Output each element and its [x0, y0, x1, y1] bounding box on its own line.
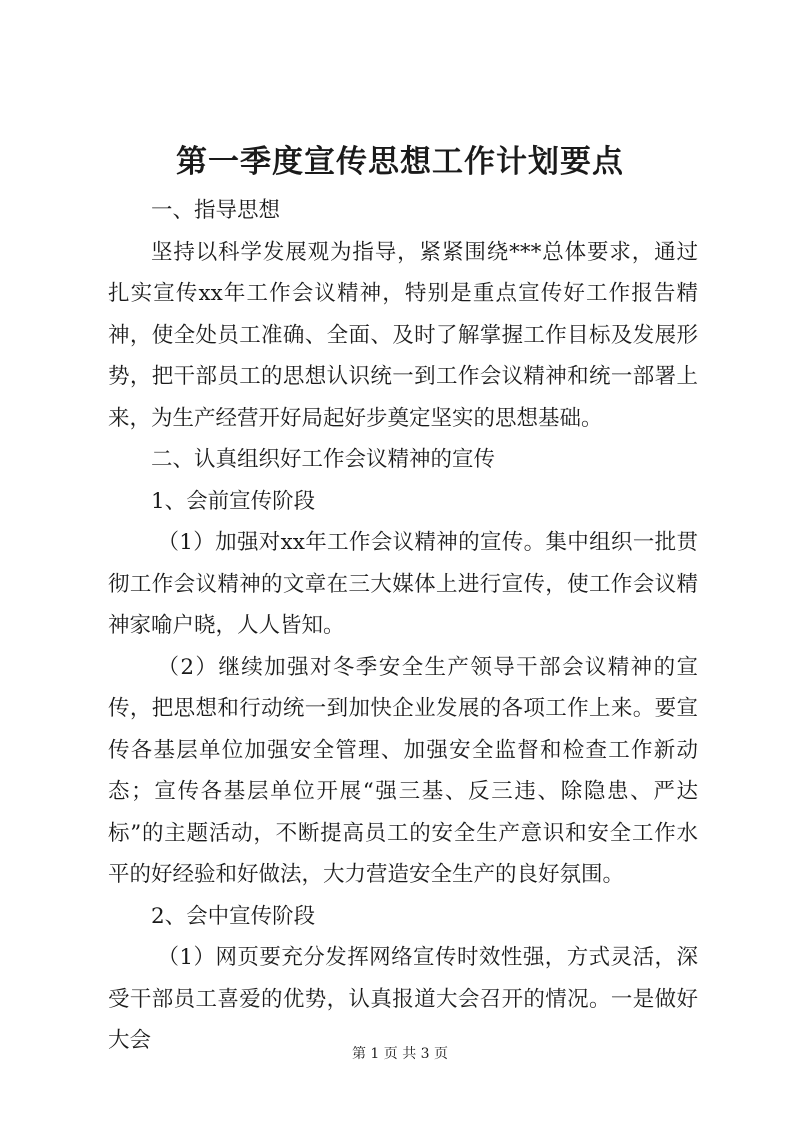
section-heading-guiding-thought: 一、指导思想: [151, 198, 281, 223]
document-title: 第一季度宣传思想工作计划要点: [176, 144, 624, 180]
paragraph-guiding-thought: 坚持以科学发展观为指导，紧紧围绕***总体要求，通过扎实宣传xx年工作会议精神，特别是重点宣传好工作报告精神，使全处员工准确、全面、及时了解掌握工作目标及发展形势，把干部员工的思想认识统一到工作会议精神和统一部署上来，为生产经营开好局起好步奠定坚实的思想基础。: [108, 239, 698, 431]
paragraph-pre-meeting-item-2: （2）继续加强对冬季安全生产领导干部会议精神的宣传，把思想和行动统一到加快企业发展的各项工作上来。要宣传各基层单位加强安全管理、加强安全监督和检查工作新动态；宣传各基层单位开展“强三基、反三违、除隐患、严达标”的主题活动，不断提高员工的安全生产意识和安全工作水平的好经验和好做法，大力营造安全生产的良好氛围。: [108, 654, 698, 887]
paragraph-pre-meeting-item-1: （1）加强对xx年工作会议精神的宣传。集中组织一批贯彻工作会议精神的文章在三大媒体上进行宣传，使工作会议精神家喻户晓，人人皆知。: [108, 530, 698, 638]
document-body: [108, 190, 698, 1062]
page-number-footer: 第 1 页 共 3 页: [351, 1046, 449, 1062]
subsection-heading-pre-meeting: 1、会前宣传阶段: [151, 488, 316, 514]
subsection-heading-during-meeting: 2、会中宣传阶段: [151, 903, 316, 929]
paragraph-during-meeting-item-1: （1）网页要充分发挥网络宣传时效性强，方式灵活，深受干部员工喜爱的优势，认真报道大会召开的情况。一是做好大会: [108, 945, 698, 1053]
section-heading-meeting-publicity: 二、认真组织好工作会议精神的宣传: [151, 447, 496, 472]
